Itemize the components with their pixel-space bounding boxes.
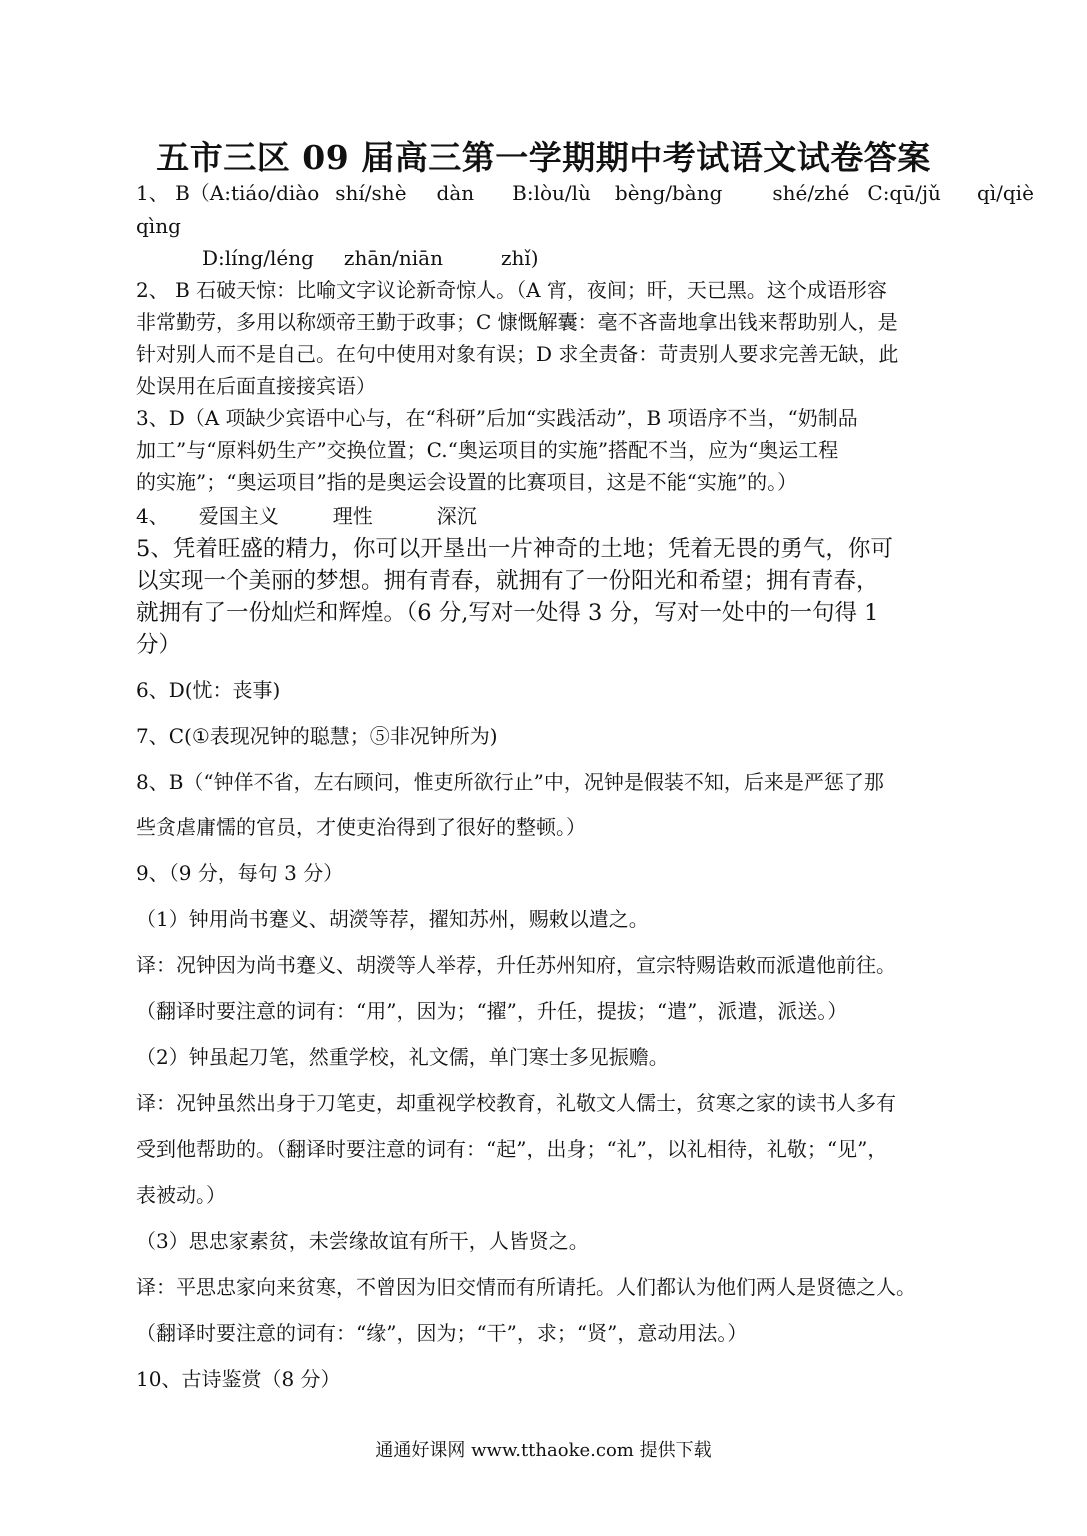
answer-6: 6、D(忧：丧事) (136, 678, 281, 702)
answer-9-translation-3: 译：平思忠家向来贫寒，不曾因为旧交情而有所请托。人们都认为他们两人是贤德之人。 (136, 1275, 916, 1299)
q1-part: shí/shè (335, 181, 407, 205)
answer-2-line-2: 非常勤劳，多用以称颂帝王勤于政事；C 慷慨解囊：毫不吝啬地拿出钱来帮助别人，是 (136, 310, 898, 334)
answer-9-sentence-2: （2）钟虽起刀笔，然重学校，礼文儒，单门寒士多见振赡。 (136, 1045, 669, 1069)
answer-5-line-1: 5、凭着旺盛的精力，你可以开垦出一片神奇的土地；凭着无畏的勇气，你可 (136, 536, 893, 562)
q4-number: 4、 (136, 504, 169, 528)
answer-1-line-1 (136, 180, 1034, 206)
q1-part: 1、 B（A:tiáo/diào (136, 181, 320, 205)
answer-9-sentence-1: （1）钟用尚书蹇义、胡濙等荐，擢知苏州，赐敕以遣之。 (136, 907, 649, 931)
q1-part: D:líng/léng (202, 246, 314, 270)
answer-5-line-4: 分） (136, 632, 182, 658)
answer-1-line-2: qìng (136, 214, 181, 238)
answer-9-translation-2-line-3: 表被动。） (136, 1183, 226, 1207)
answer-9-note-3: （翻译时要注意的词有：“缘”，因为；“干”，求；“贤”，意动用法。） (136, 1321, 748, 1345)
q1-part: B:lòu/lù (512, 181, 591, 205)
answer-9-note-1: （翻译时要注意的词有：“用”，因为；“擢”，升任，提拔；“遣”，派遣，派送。） (136, 999, 848, 1023)
answer-1-line-3 (202, 245, 539, 271)
q4-word: 理性 (332, 504, 373, 528)
answer-3-line-1: 3、D（A 项缺少宾语中心与，在“科研”后加“实践活动”，B 项语序不当，“奶制品 (136, 406, 858, 430)
q1-part: bèng/bàng (614, 181, 723, 205)
answer-9-heading: 9、（9 分，每句 3 分） (136, 861, 344, 885)
q1-part: qì/qiè (976, 181, 1034, 205)
answer-3-line-3: 的实施”；“奥运项目”指的是奥运会设置的比赛项目，这是不能“实施”的。） (136, 470, 798, 494)
answer-5-line-2: 以实现一个美丽的梦想。拥有青春，就拥有了一份阳光和希望；拥有青春， (136, 568, 879, 594)
answer-5-line-3: 就拥有了一份灿烂和辉煌。（6 分,写对一处得 3 分，写对一处中的一句得 1 (136, 600, 879, 626)
answer-3-line-2: 加工”与“原料奶生产”交换位置；C.“奥运项目的实施”搭配不当，应为“奥运工程 (136, 438, 839, 462)
answer-8-line-2: 些贪虐庸懦的官员，才使吏治得到了很好的整顿。） (136, 815, 586, 839)
answer-9-translation-2-line-2: 受到他帮助的。（翻译时要注意的词有：“起”，出身；“礼”，以礼相待，礼敬；“见”， (136, 1137, 888, 1161)
answer-9-sentence-3: （3）思忠家素贫，未尝缘故谊有所干，人皆贤之。 (136, 1229, 589, 1253)
q1-part: zhǐ) (500, 246, 539, 270)
answer-10-heading: 10、古诗鉴赏（8 分） (136, 1367, 341, 1391)
answer-7: 7、C(①表现况钟的聪慧；⑤非况钟所为) (136, 724, 498, 748)
q4-word: 深沉 (436, 504, 477, 528)
answer-2-line-3: 针对别人而不是自己。在句中使用对象有误；D 求全责备：苛责别人要求完善无缺，此 (136, 342, 899, 366)
q1-part: dàn (436, 181, 475, 205)
answer-4 (136, 503, 477, 529)
q4-word: 爱国主义 (198, 504, 279, 528)
answer-9-translation-2-line-1: 译：况钟虽然出身于刀笔吏，却重视学校教育，礼敬文人儒士，贫寒之家的读书人多有 (136, 1091, 896, 1115)
answer-2-line-4: 处误用在后面直接接宾语） (136, 374, 376, 398)
q1-part: zhān/niān (343, 246, 443, 270)
q1-part: C:qū/jǔ (867, 181, 941, 205)
footer-source: 通通好课网 www.tthaoke.com 提供下载 (375, 1440, 712, 1461)
page-title: 五市三区 09 届高三第一学期期中考试语文试卷答案 (156, 138, 931, 177)
q1-part: shé/zhé (772, 181, 850, 205)
answer-2-line-1: 2、 B 石破天惊：比喻文字议论新奇惊人。（A 宵，夜间；旰，天已黑。这个成语形容 (136, 278, 887, 302)
answer-9-translation-1: 译：况钟因为尚书蹇义、胡濙等人举荐，升任苏州知府，宣宗特赐诰敕而派遣他前往。 (136, 953, 896, 977)
answer-8-line-1: 8、B（“钟佯不省，左右顾问，惟吏所欲行止”中，况钟是假装不知，后来是严惩了那 (136, 770, 884, 794)
